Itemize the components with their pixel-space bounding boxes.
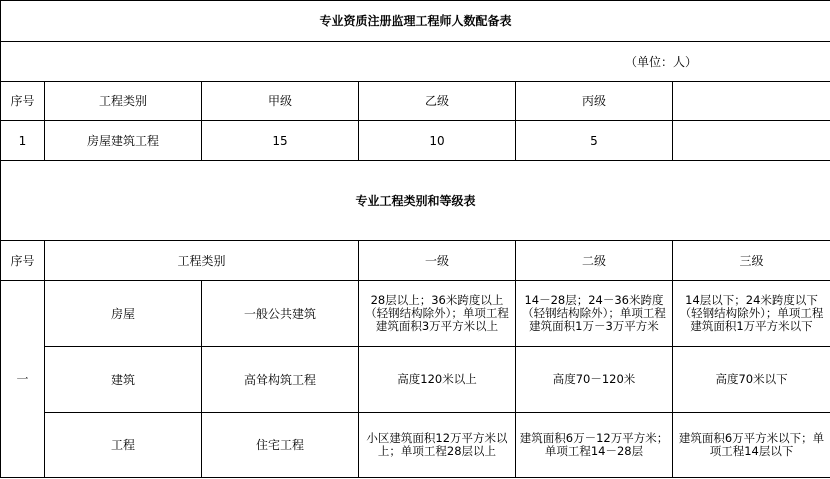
table2-grade3: 高度70米以下 — [673, 347, 830, 413]
table2-header-seq: 序号 — [1, 241, 45, 281]
table1-data-row — [1, 121, 830, 161]
row-grade-c-count: 5 — [516, 121, 673, 161]
table2-title: 专业工程类别和等级表 — [1, 161, 830, 241]
table2-header-grade3: 三级 — [673, 241, 830, 281]
header-grade-a: 甲级 — [202, 82, 359, 121]
table2-header-grade2: 二级 — [516, 241, 673, 281]
table2-grade2: 14－28层；24－36米跨度（轻钢结构除外）；单项工程建筑面积1万－3万平方米 — [516, 281, 673, 347]
header-grade-c: 丙级 — [516, 82, 673, 121]
table2-grade1: 小区建筑面积12万平方米以上；单项工程28层以上 — [359, 413, 516, 478]
row-empty — [673, 121, 830, 161]
table2-row — [1, 347, 830, 413]
table1-unit-row — [1, 42, 830, 82]
table2-header-category: 工程类别 — [45, 241, 359, 281]
table2-grade3: 建筑面积6万平方米以下；单项工程14层以下 — [673, 413, 830, 478]
table2-grade1: 28层以上；36米跨度以上（轻钢结构除外）；单项工程建筑面积3万平方米以上 — [359, 281, 516, 347]
table2-row — [1, 281, 830, 347]
table2-subtype: 住宅工程 — [202, 413, 359, 478]
table2-grade1: 高度120米以上 — [359, 347, 516, 413]
table2-subtype: 高耸构筑工程 — [202, 347, 359, 413]
table2-grade2: 建筑面积6万－12万平方米；单项工程14－28层 — [516, 413, 673, 478]
header-grade-b: 乙级 — [359, 82, 516, 121]
table2-grade2: 高度70－120米 — [516, 347, 673, 413]
table1-unit: （单位：人） — [1, 42, 830, 82]
table2-grade3: 14层以下；24米跨度以下（轻钢结构除外）；单项工程建筑面积1万平方米以下 — [673, 281, 830, 347]
table1-header-row — [1, 82, 830, 121]
row-grade-b-count: 10 — [359, 121, 516, 161]
header-category: 工程类别 — [45, 82, 202, 121]
table2-title-row — [1, 161, 830, 241]
table2-category: 建筑 — [45, 347, 202, 413]
row-seq: 1 — [1, 121, 45, 161]
table1-title-row — [1, 1, 830, 42]
table2-category: 房屋 — [45, 281, 202, 347]
table2-header-grade1: 一级 — [359, 241, 516, 281]
header-empty — [673, 82, 830, 121]
table2-subtype: 一般公共建筑 — [202, 281, 359, 347]
row-grade-a-count: 15 — [202, 121, 359, 161]
table1-title: 专业资质注册监理工程师人数配备表 — [1, 1, 830, 42]
table2-row — [1, 413, 830, 478]
table2-header-row — [1, 241, 830, 281]
table2-seq: 一 — [1, 281, 45, 478]
table2-category: 工程 — [45, 413, 202, 478]
row-category: 房屋建筑工程 — [45, 121, 202, 161]
header-seq: 序号 — [1, 82, 45, 121]
